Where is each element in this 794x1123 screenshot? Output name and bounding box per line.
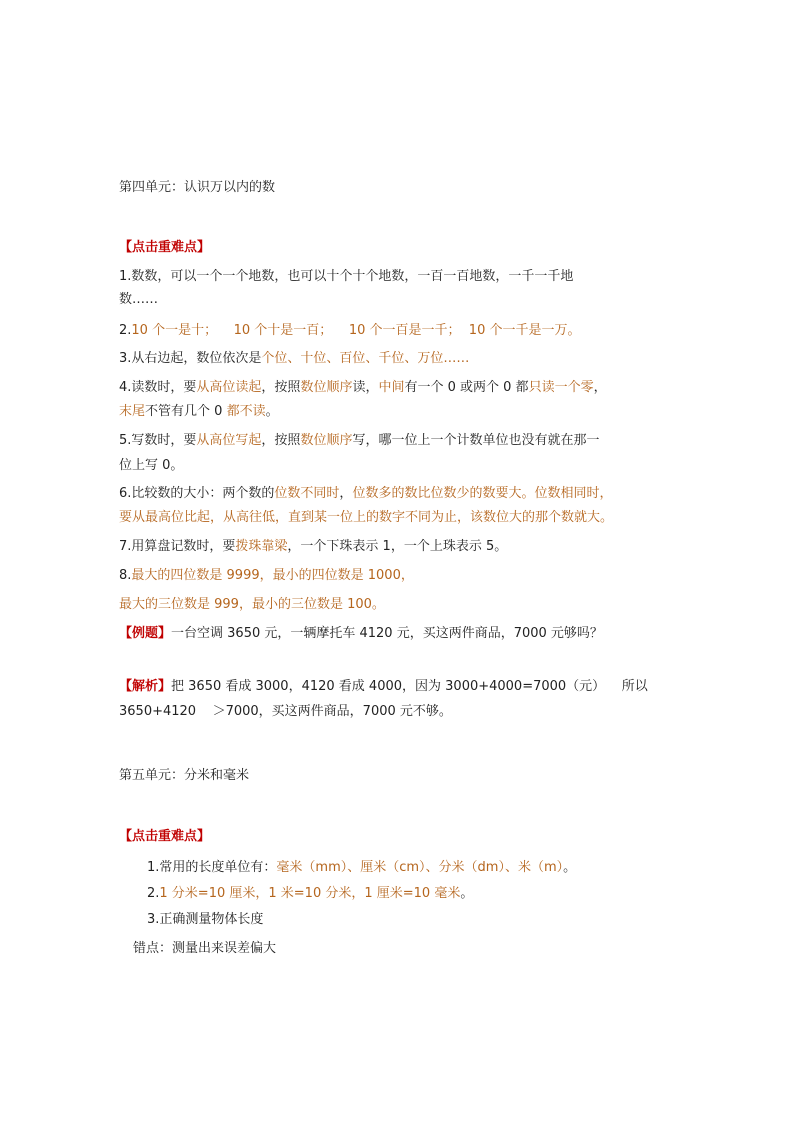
unit4-point-2 [119,322,580,340]
emphasis: 位数多的数比位数少的数要大。位数相同时， [352,486,613,501]
example [119,625,603,643]
unit4-point-1: 1.数数，可以一个一个地数，也可以十个十个地数，一百一百地数，一千一千地 [119,269,574,284]
emphasis: 从高位写起 [196,433,262,448]
unit5-point-3: 3.正确测量物体长度 [147,912,264,927]
unit4-point-3: 3.从右边起，数位依次是个位、十位、百位、千位、万位…… [119,351,470,366]
emphasis: 从高位读起 [196,380,262,395]
example-text: 一台空调 3650 元，一辆摩托车 4120 元，买这两件商品，7000 元够吗？ [171,626,603,641]
emphasis: 拨珠靠梁 [235,539,288,554]
analysis [119,678,648,696]
emphasis: 1 分米=10 厘米，1 米=10 分米，1 厘米=10 毫米 [159,886,461,901]
unit4-point-5-cont: 位上写 0。 [119,458,184,473]
unit5-key-points-heading: 【点击重难点】 [119,829,211,844]
emphasis: 10 个十是一百； [233,323,333,338]
emphasis: 数位顺序 [300,433,353,448]
unit4-point-6: 6.比较数的大小：两个数的位数不同时，位数多的数比位数少的数要大。位数相同时， [119,486,613,501]
example-label: 【例题】 [119,626,172,641]
emphasis: 10 个一千是一万。 [468,323,581,338]
emphasis: 个位、十位、百位、千位、万位…… [261,351,470,366]
unit4-point-7: 7.用算盘记数时，要拨珠靠梁，一个下珠表示 1，一个上珠表示 5。 [119,539,508,554]
unit5-point-2: 2.1 分米=10 厘米，1 米=10 分米，1 厘米=10 毫米。 [147,886,474,901]
emphasis: 10 个一百是一千； [348,323,461,338]
unit4-key-points-heading: 【点击重难点】 [119,240,211,255]
emphasis: 10 个一是十； [131,323,218,338]
emphasis: 中间 [378,380,405,395]
unit4-point-4: 4.读数时，要从高位读起，按照数位顺序读，中间有一个 0 或两个 0 都只读一个零， [119,380,607,395]
point-number: 2. [119,323,132,338]
emphasis: 毫米（mm）、厘米（cm）、分米（dm）、米（m） [276,860,564,875]
unit4-point-4-cont: 末尾不管有几个 0 都不读。 [119,404,279,419]
analysis-text: 把 3650 看成 3000，4120 看成 4000，因为 3000+4000=7000（元） 所以 [171,679,648,694]
unit4-point-5: 5.写数时，要从高位写起，按照数位顺序写，哪一位上一个计数单位也没有就在那一 [119,433,600,448]
unit4-point-8: 8.最大的四位数是 9999，最小的四位数是 1000， [119,568,414,583]
emphasis: 都不读 [226,404,266,419]
unit5-error-point: 错点：测量出来误差偏大 [133,941,277,956]
unit4-point-8-cont: 最大的三位数是 999，最小的三位数是 100。 [119,597,385,612]
analysis-label: 【解析】 [119,679,172,694]
unit4-point-1-cont: 数…… [119,292,159,307]
analysis-cont: 3650+4120 ＞7000，买这两件商品，7000 元不够。 [119,704,452,719]
unit5-title: 第五单元：分米和毫米 [119,768,250,783]
emphasis: 位数不同时 [274,486,340,501]
unit4-point-6-cont: 要从最高位比起，从高往低，直到某一位上的数字不同为止，该数位大的那个数就大。 [119,510,614,525]
unit5-point-1: 1.常用的长度单位有：毫米（mm）、厘米（cm）、分米（dm）、米（m）。 [147,860,577,875]
emphasis: 只读一个零 [528,380,594,395]
emphasis: 末尾 [119,404,146,419]
unit4-title: 第四单元：认识万以内的数 [119,180,276,195]
emphasis: 数位顺序 [300,380,353,395]
emphasis: 最大的四位数是 9999，最小的四位数是 1000， [131,568,414,583]
